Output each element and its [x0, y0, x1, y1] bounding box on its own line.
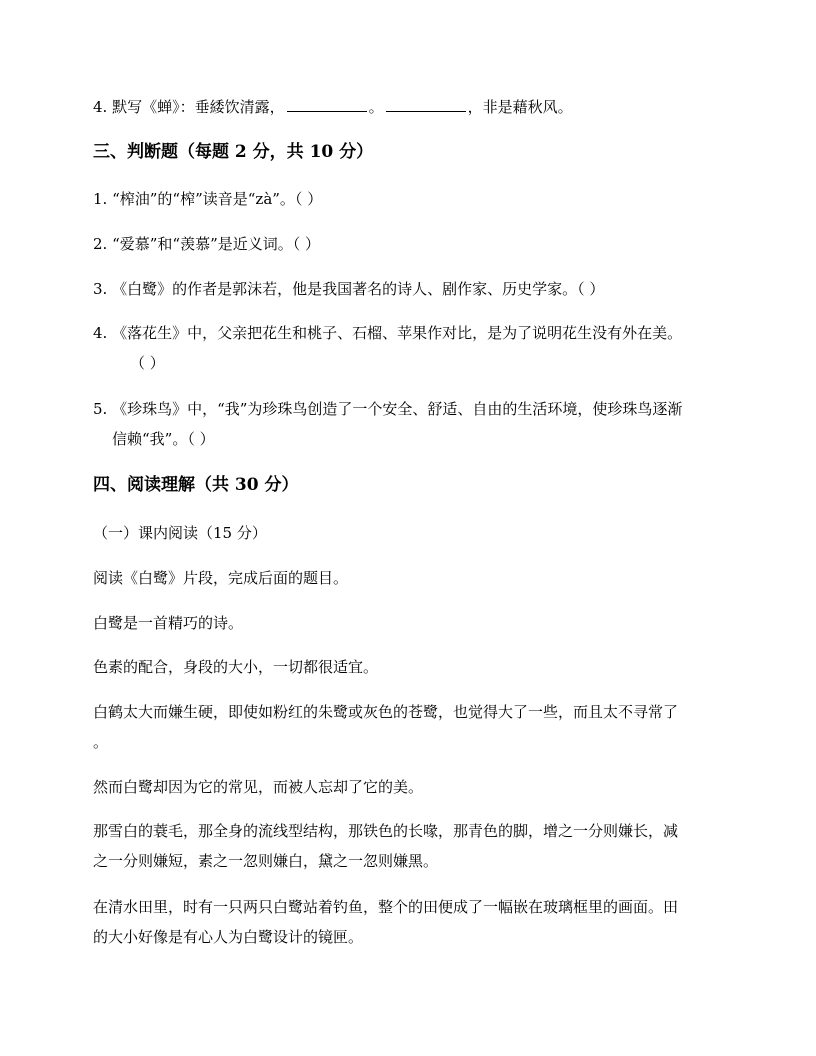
judge-item-1: 1. “榨油”的“榨”读音是“zà”。（ ）: [93, 190, 323, 208]
passage-paragraph-6-continued: 的大小好像是有心人为白鹭设计的镜匣。: [93, 928, 364, 946]
section-3-title: 三、判断题（每题 2 分，共 10 分）: [93, 142, 374, 162]
judge-item-4-continued: （ ）: [130, 354, 165, 372]
judge-item-5-continued: 信赖“我”。（ ）: [112, 430, 215, 448]
judge-item-2: 2. “爱慕”和“羡慕”是近义词。（ ）: [93, 235, 321, 253]
passage-paragraph-4: 然而白鹭却因为它的常见，而被人忘却了它的美。: [93, 778, 424, 796]
section-4-subtitle: （一）课内阅读（15 分）: [93, 524, 267, 542]
passage-paragraph-3: 白鹤太大而嫌生硬，即使如粉红的朱鹭或灰色的苍鹭，也觉得大了一些，而且太不寻常了: [93, 703, 679, 721]
passage-paragraph-6: 在清水田里，时有一只两只白鹭站着钓鱼，整个的田便成了一幅嵌在玻璃框里的画面。田: [93, 898, 679, 916]
judge-item-4: 4. 《落花生》中，父亲把花生和桃子、石榴、苹果作对比，是为了说明花生没有外在美。: [93, 324, 683, 342]
question-4-prefix: 4. 默写《蝉》：垂緌饮清露，: [93, 98, 285, 116]
reading-instruction: 阅读《白鹭》片段，完成后面的题目。: [93, 569, 349, 587]
question-4-separator: 。: [368, 98, 384, 116]
section-4-title: 四、阅读理解（共 30 分）: [93, 475, 299, 495]
fill-blank-question-4: [93, 96, 733, 117]
passage-paragraph-2: 色素的配合，身段的大小，一切都很适宜。: [93, 658, 379, 676]
answer-blank-1[interactable]: [287, 96, 367, 112]
passage-paragraph-1: 白鹭是一首精巧的诗。: [93, 614, 244, 632]
passage-paragraph-3-continued: 。: [93, 733, 109, 751]
answer-blank-2[interactable]: [386, 96, 466, 112]
judge-item-3: 3. 《白鹭》的作者是郭沫若，他是我国著名的诗人、剧作家、历史学家。（ ）: [93, 280, 605, 298]
question-4-suffix: ，非是藉秋风。: [467, 98, 573, 116]
passage-paragraph-5-continued: 之一分则嫌短，素之一忽则嫌白，黛之一忽则嫌黑。: [93, 852, 439, 870]
judge-item-5: 5. 《珍珠鸟》中，“我”为珍珠鸟创造了一个安全、舒适、自由的生活环境，使珍珠鸟逐渐: [93, 400, 683, 418]
passage-paragraph-5: 那雪白的蓑毛，那全身的流线型结构，那铁色的长喙，那青色的脚，增之一分则嫌长，减: [93, 822, 679, 840]
